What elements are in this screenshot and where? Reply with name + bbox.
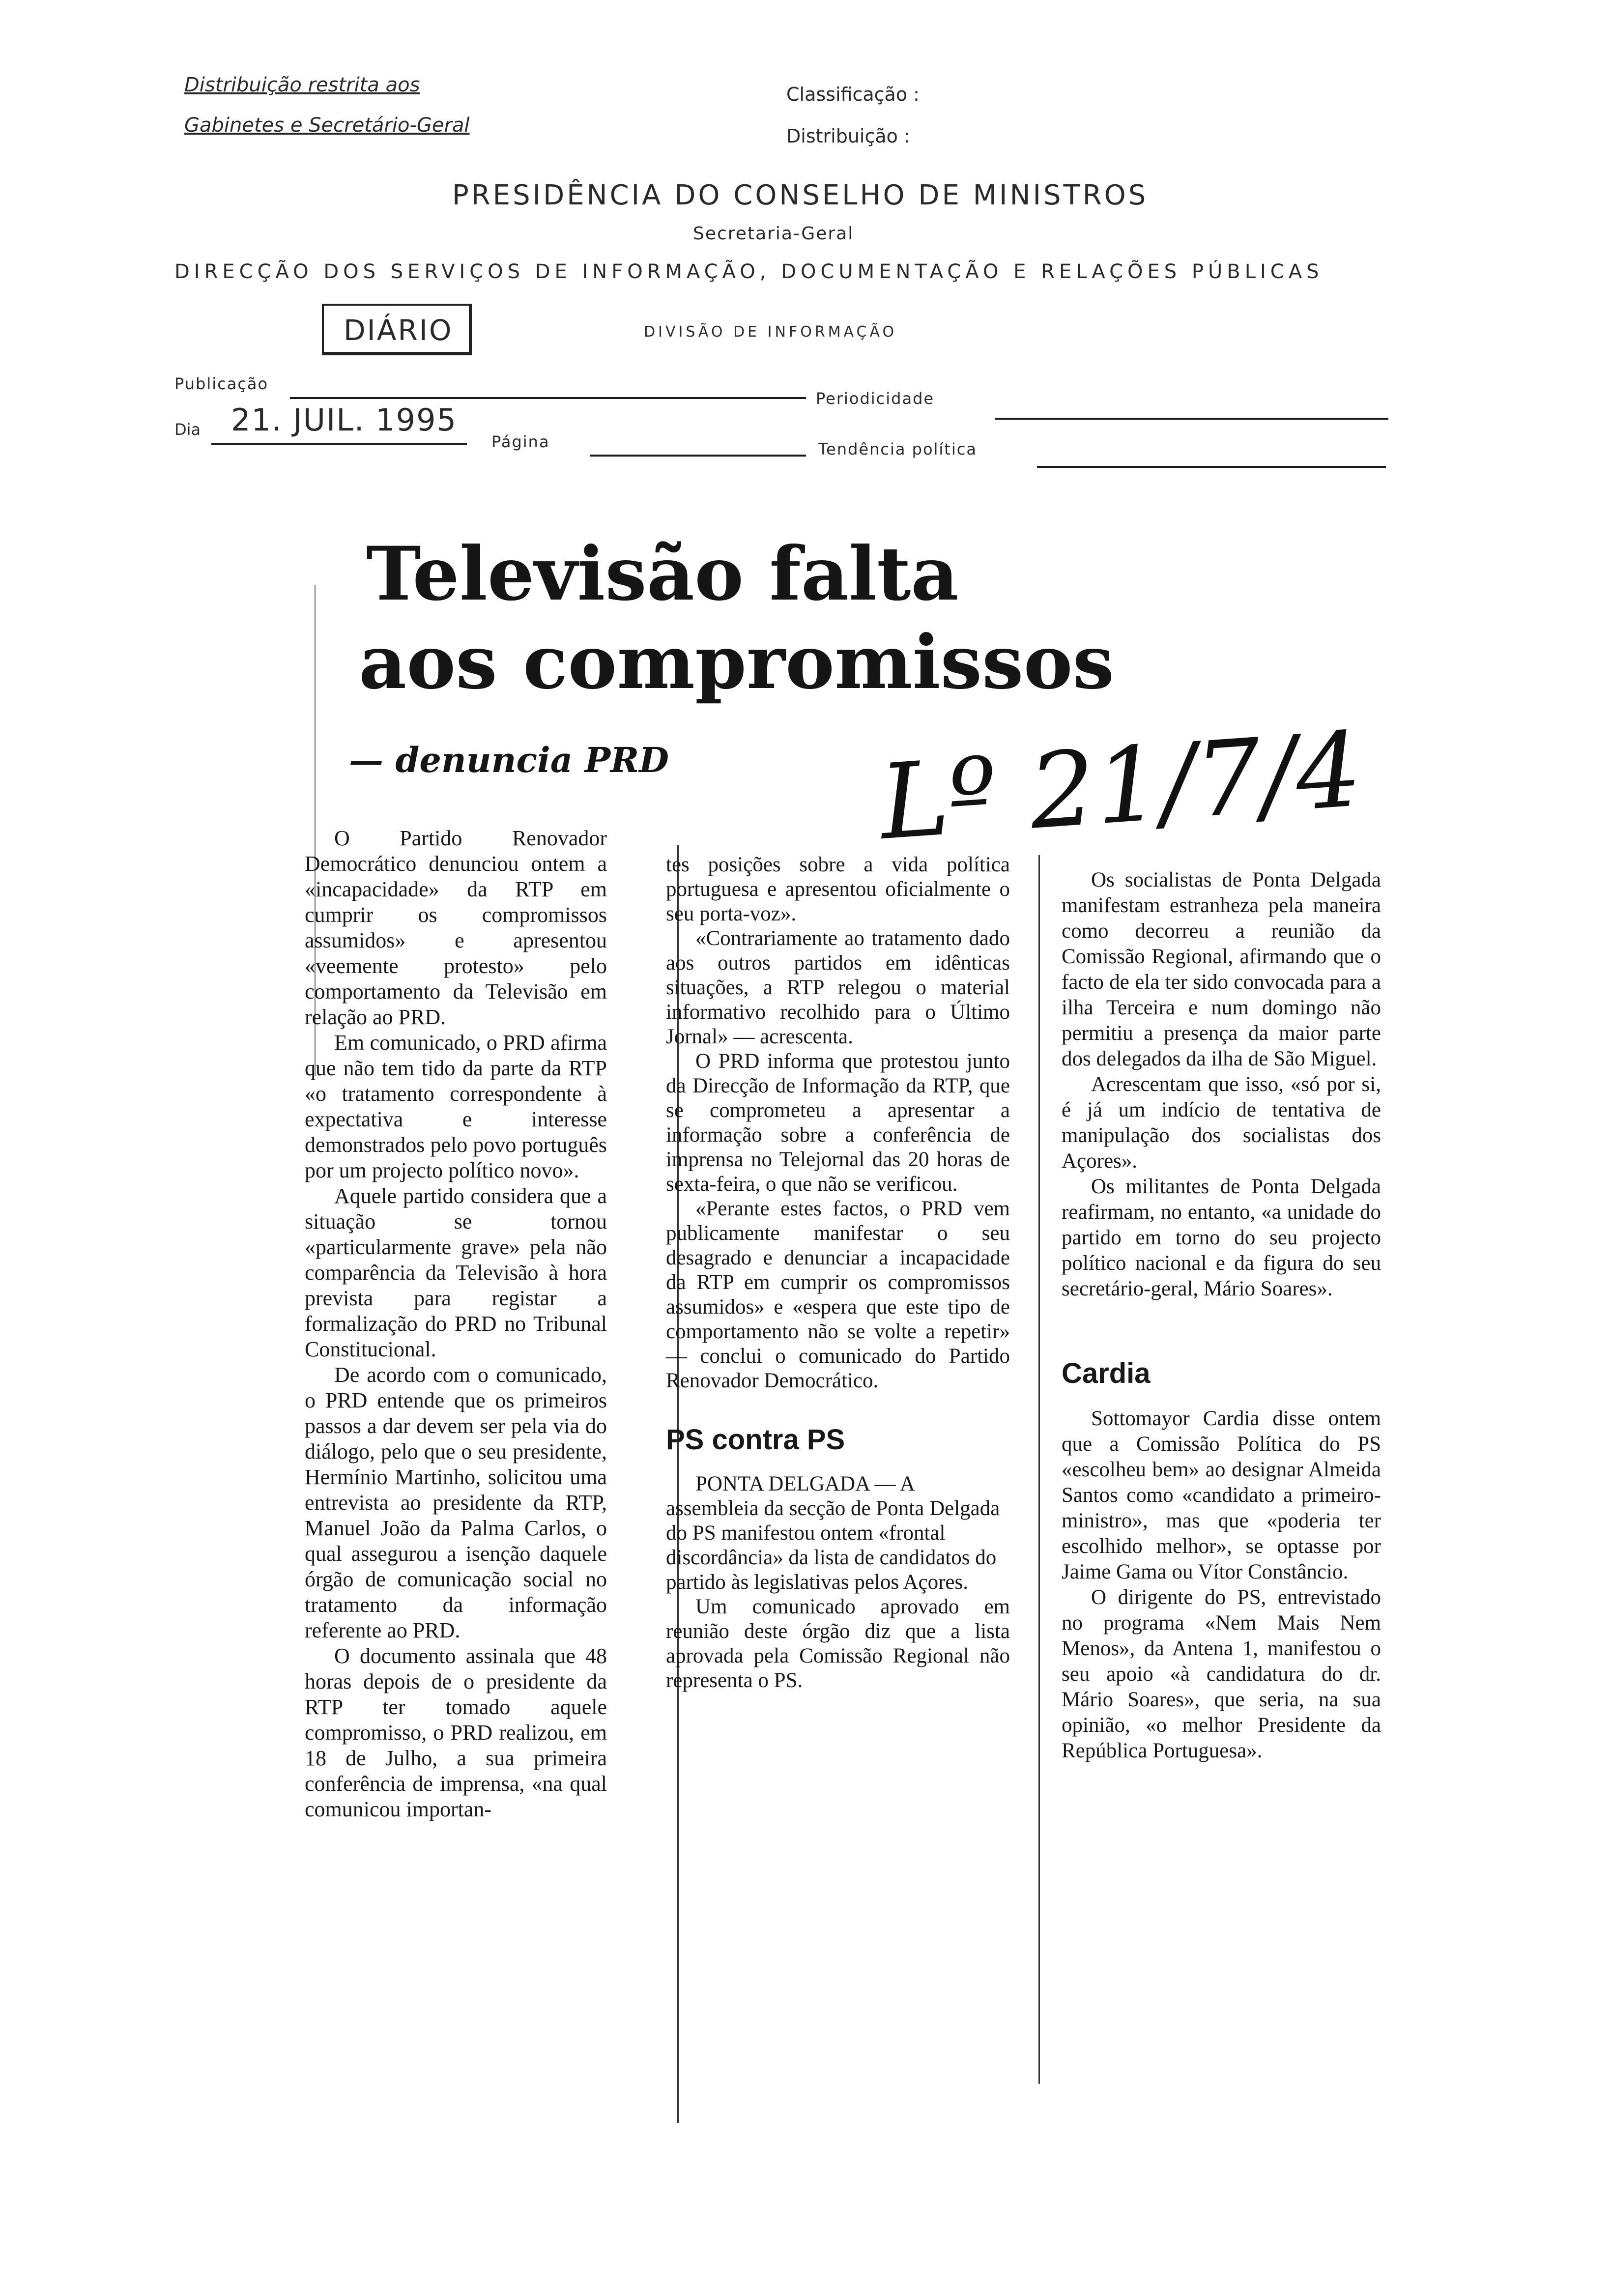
col2-paragraph: «Perante estes factos, o PRD vem publicamente manifestar o seu desagrado e denunciar a incapacidade da RTP em cumprir os compromissos assumidos» e «espera que este tipo de comportamento não se volte a repetir» — conclui o comunicado do Partido Renovador Democrático. — [666, 1197, 1010, 1392]
publication-field-line[interactable] — [290, 397, 806, 399]
page-field-line[interactable] — [590, 455, 806, 457]
page-label: Página — [491, 432, 550, 451]
column-rule-2 — [1038, 855, 1040, 2084]
classification-label: Classificação : — [786, 84, 920, 105]
col1-paragraph: O Partido Renovador Democrático denunciou ontem a «incapacidade» da RTP em cumprir os compromissos assumidos» e apresentou «veemente protesto» pelo comportamento da Televisão em relação ao PRD. — [305, 826, 607, 1029]
periodicity-label: Periodicidade — [816, 389, 935, 408]
col3-paragraph: Os socialistas de Ponta Delgada manifestam estranheza pela maneira como decorreu a reunião da Comissão Regional, afirmando que o facto de ela ter sido convocada para a ilha Terceira e num domingo não permitiu a presença da maior parte dos delegados da ilha de São Miguel. — [1062, 868, 1381, 1070]
col2-paragraph: O PRD informa que protestou junto da Direcção de Informação da RTP, que se comprometeu a apresentar a informação sobre a conferência de imprensa no Telejornal das 20 horas de sexta-feira, o que não se verificou. — [666, 1050, 1010, 1196]
directorate: DIRECÇÃO DOS SERVIÇOS DE INFORMAÇÃO, DOCUMENTAÇÃO E RELAÇÕES PÚBLICAS — [174, 260, 1324, 283]
restriction-line-1: Distribuição restrita aos — [184, 74, 420, 96]
diario-stamp-text: DIÁRIO — [344, 314, 453, 347]
col2-paragraph: Um comunicado aprovado em reunião deste órgão diz que a lista aprovada pela Comissão Regional não representa o PS. — [666, 1595, 1010, 1692]
office-title: PRESIDÊNCIA DO CONSELHO DE MINISTROS — [452, 179, 1149, 211]
day-label: Dia — [174, 420, 201, 439]
handwritten-note: Lº 21/7/4 — [876, 709, 1366, 863]
headline-line-2: aos compromissos — [359, 619, 1115, 706]
col1-paragraph: O documento assinala que 48 horas depois de o presidente da RTP ter tomado aquele compromisso, o PRD realizou, em 18 de Julho, a sua primeira conferência de imprensa, «na qual comunicou importan- — [305, 1644, 607, 1821]
ps-contra-ps-heading: PS contra PS — [666, 1424, 845, 1456]
headline-line-1: Televisão falta — [366, 531, 959, 617]
kicker: — denuncia PRD — [349, 740, 669, 780]
column-3 — [1062, 867, 1381, 1764]
secretariat: Secretaria-Geral — [693, 224, 854, 244]
col3-paragraph: O dirigente do PS, entrevistado no programa «Nem Mais Nem Menos», da Antena 1, manifestou o seu apoio «à candidatura do dr. Mário Soares», que seria, na sua opinião, «o melhor Presidente da República Portuguesa». — [1062, 1586, 1381, 1762]
tendency-field-line[interactable] — [1037, 466, 1386, 468]
col3-paragraph: Os militantes de Ponta Delgada reafirmam, no entanto, «a unidade do partido em torno do seu projecto político nacional e da figura do seu secretário-geral, Mário Soares». — [1062, 1175, 1381, 1300]
restriction-line-2: Gabinetes e Secretário-Geral — [184, 114, 470, 137]
division-label: DIVISÃO DE INFORMAÇÃO — [644, 323, 897, 341]
col1-paragraph: Aquele partido considera que a situação se tornou «particularmente grave» pela não comparência da Televisão à hora prevista para registar a formalização do PRD no Tribunal Constitucional. — [305, 1184, 607, 1361]
col1-paragraph: Em comunicado, o PRD afirma que não tem tido da parte da RTP «o tratamento correspondente à expectativa e interesse demonstrados pelo povo português por um projecto político novo». — [305, 1031, 607, 1182]
tendency-label: Tendência política — [818, 440, 977, 459]
diario-stamp — [322, 304, 472, 355]
column-1 — [305, 826, 607, 1822]
distribution-label: Distribuição : — [786, 125, 910, 147]
column-2 — [666, 853, 1010, 1693]
col2-paragraph: PONTA DELGADA — A assembleia da secção de Ponta Delgada do PS manifestou ontem «frontal discordância» da lista de candidatos do partido às legislativas pelos Açores. — [666, 1472, 1000, 1594]
day-field-line[interactable] — [211, 443, 467, 445]
col2-paragraph: tes posições sobre a vida política portuguesa e apresentou oficialmente o seu porta-voz». — [666, 853, 1010, 925]
publication-label: Publicação — [174, 374, 269, 393]
col3-paragraph: Acrescentam que isso, «só por si, é já um indício de tentativa de manipulação dos socialistas dos Açores». — [1062, 1073, 1381, 1173]
cardia-heading: Cardia — [1062, 1357, 1151, 1389]
date-value: 21. JUIL. 1995 — [231, 402, 458, 438]
col1-paragraph: De acordo com o comunicado, o PRD entende que os primeiros passos a dar devem ser pela via do diálogo, pelo que o seu presidente, Hermínio Martinho, solicitou uma entrevista ao presidente da RTP, Manuel João da Palma Carlos, o qual assegurou a isenção daquele órgão de comunicação social no tratamento da informação referente ao PRD. — [305, 1363, 607, 1642]
periodicity-field-line[interactable] — [995, 418, 1388, 420]
col2-paragraph: «Contrariamente ao tratamento dado aos outros partidos em idênticas situações, a RTP relegou o material informativo recolhido para o Último Jornal» — acrescenta. — [666, 927, 1010, 1048]
col3-paragraph: Sottomayor Cardia disse ontem que a Comissão Política do PS «escolheu bem» ao designar Almeida Santos como «candidato a primeiro-ministro», mas que «poderia ter escolhido melhor», se optasse por Jaime Gama ou Vítor Constâncio. — [1062, 1407, 1381, 1583]
